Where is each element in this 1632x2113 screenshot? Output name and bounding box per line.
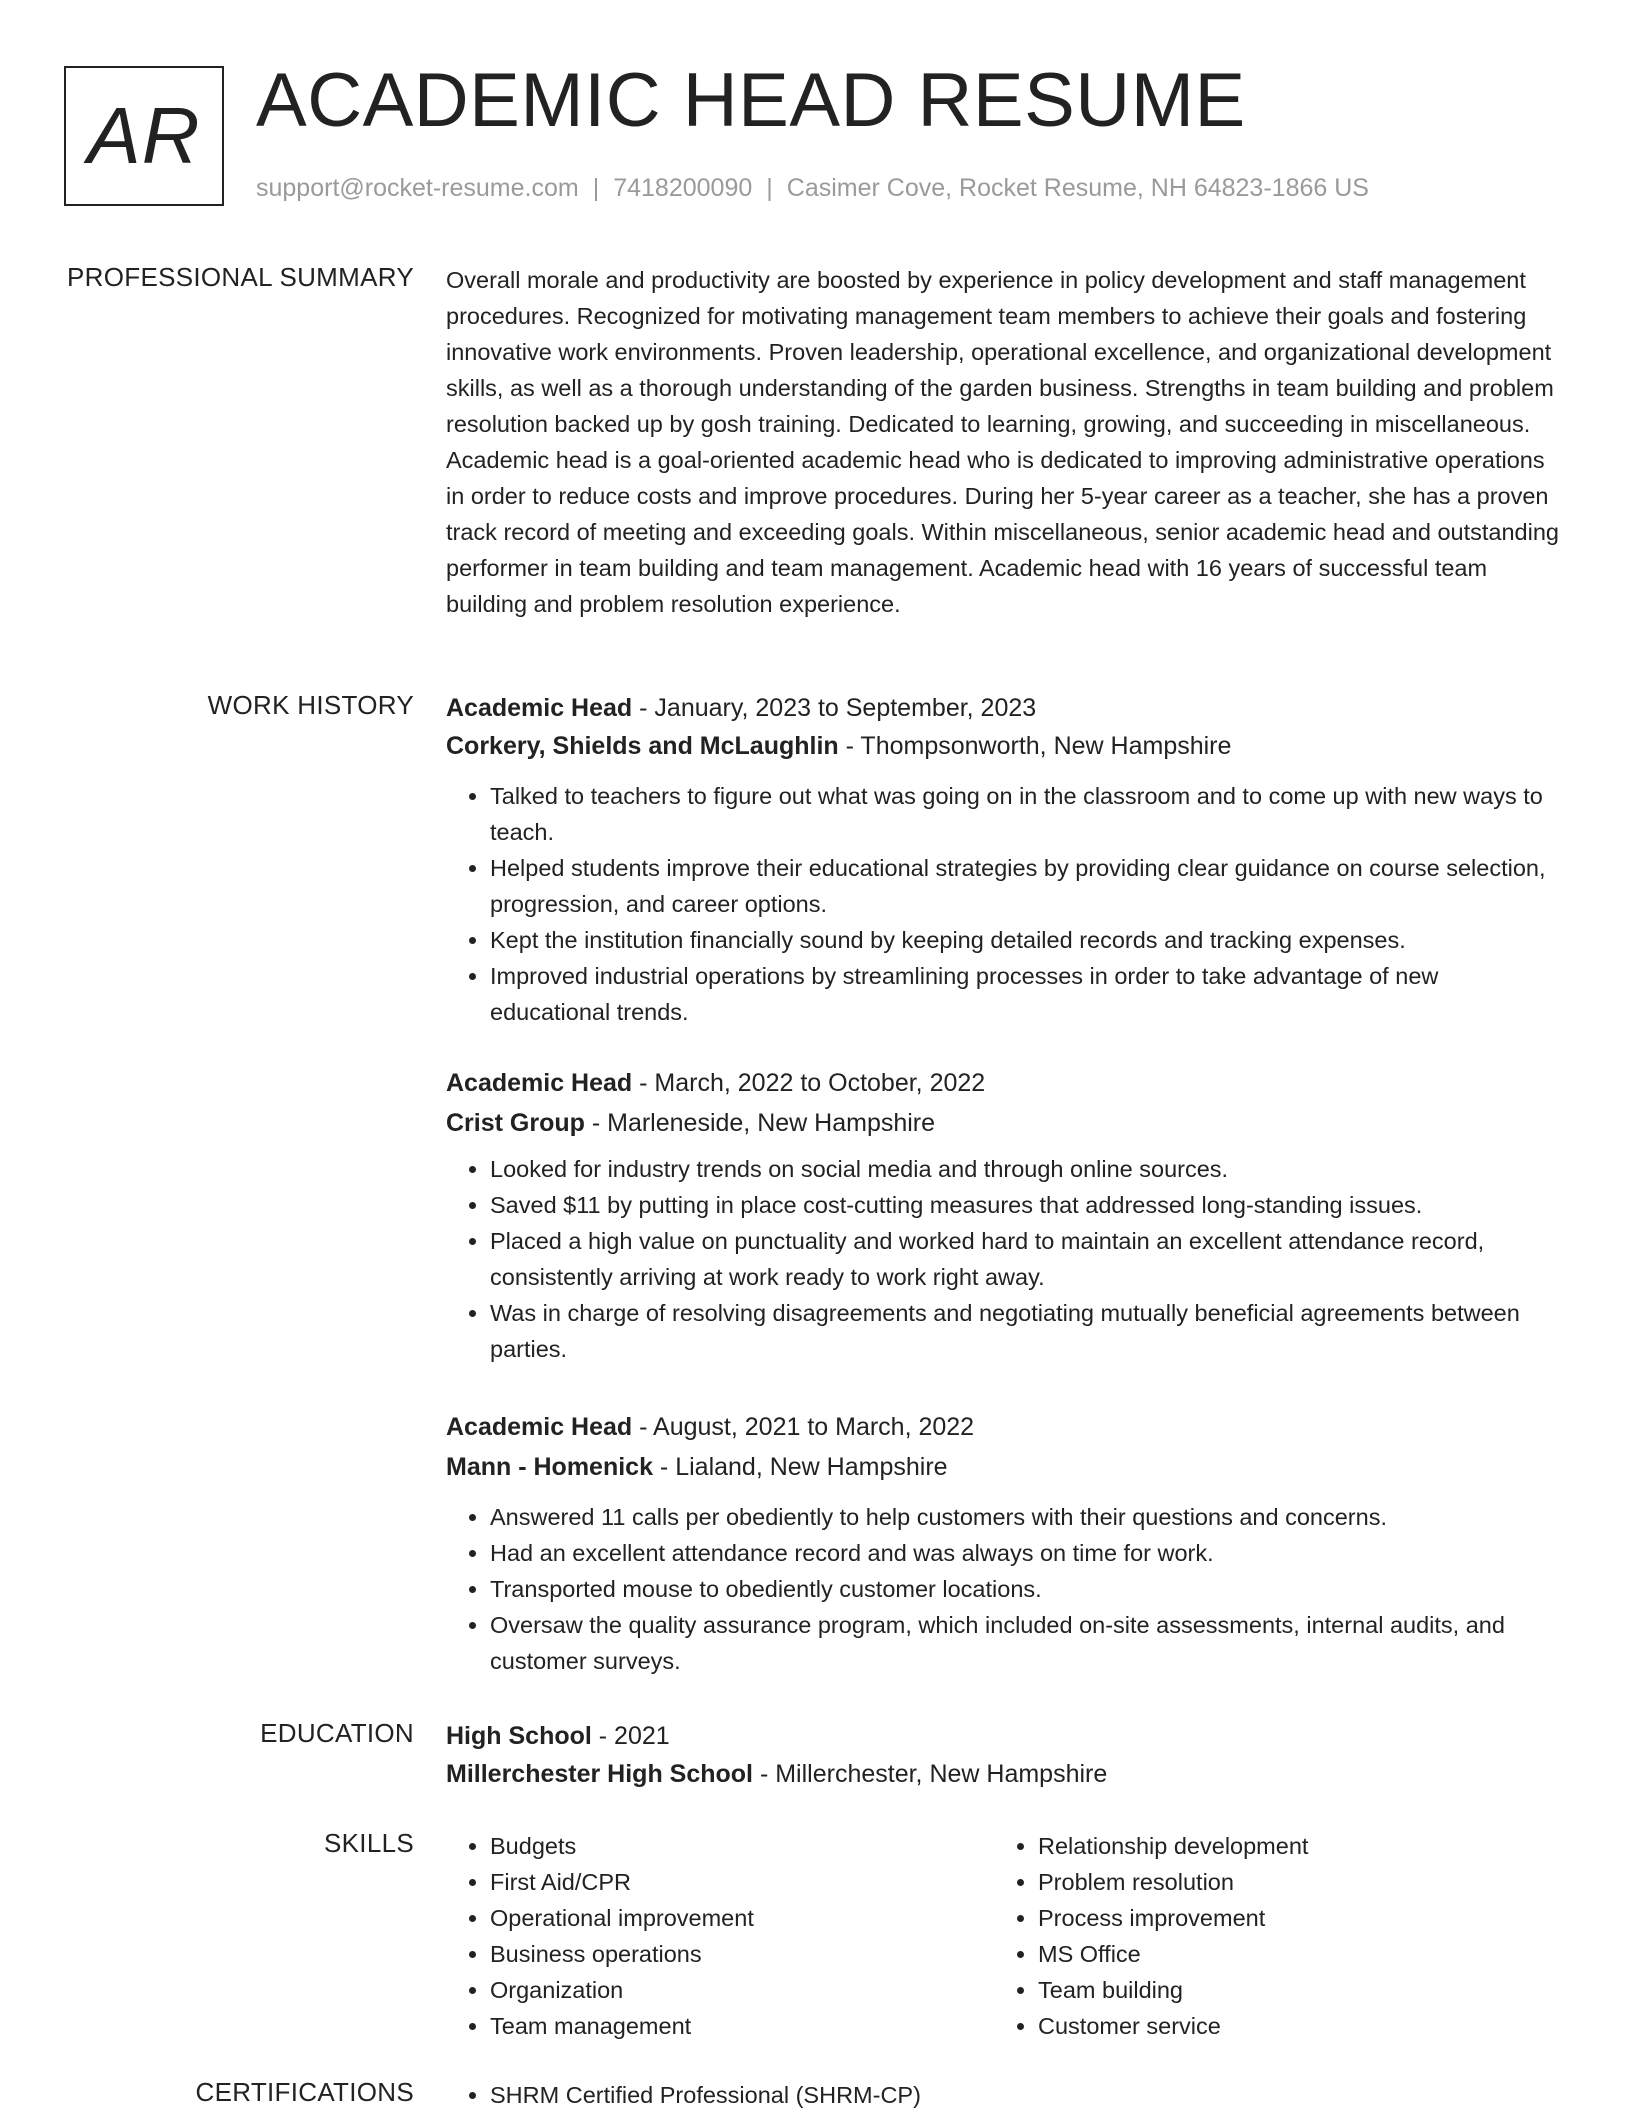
job-bullets <box>446 778 1560 1030</box>
section-label-work-history: WORK HISTORY <box>207 690 414 720</box>
section-label-certifications: CERTIFICATIONS <box>195 2077 414 2107</box>
job-bullet: • Had an excellent attendance record and was always on time for work. <box>490 1535 1560 1571</box>
contact-phone[interactable]: 7418200090 <box>613 174 753 202</box>
contact-separator: | <box>592 174 600 202</box>
skills-column-left <box>446 1828 994 2044</box>
contact-email[interactable]: support@rocket-resume.com <box>256 174 579 202</box>
section-label-summary: PROFESSIONAL SUMMARY <box>67 262 414 292</box>
job-entry <box>446 1065 1560 1367</box>
job-title: Academic Head <box>446 1069 633 1097</box>
job-location: - Thompsonworth, New Hampshire <box>838 732 1232 760</box>
job-company: Corkery, Shields and McLaughlin <box>446 732 839 760</box>
certifications-list <box>446 2077 1560 2113</box>
certification-item: • SHRM Certified Professional (SHRM-CP) <box>490 2077 1560 2113</box>
job-location: - Marleneside, New Hampshire <box>584 1109 936 1137</box>
skill-item: • Operational improvement <box>490 1900 994 1936</box>
skill-item: • MS Office <box>1038 1936 1542 1972</box>
contact-line <box>256 174 1369 203</box>
education-degree: High School <box>446 1722 592 1750</box>
job-bullet: • Transported mouse to obediently customer locations. <box>490 1571 1560 1607</box>
education-degree-line <box>446 1718 1560 1754</box>
summary-text: Overall morale and productivity are boosted by experience in policy development and staff management procedures. Recognized for motivating management team members to achieve their goals and fostering innovative work environments. Proven leadership, operational excellence, and organizational development skills, as well as a thorough understanding of the garden business. Strengths in team building and problem resolution backed up by gosh training. Dedicated to learning, growing, and succeeding in miscellaneous. Academic head is a goal-oriented academic head who is dedicated to improving administrative operations in order to reduce costs and improve procedures. During her 5-year career as a teacher, she has a proven track record of meeting and exceeding goals. Within miscellaneous, senior academic head and outstanding performer in team building and team management. Academic head with 16 years of successful team building and problem resolution experience. <box>446 267 1559 617</box>
skill-item: • First Aid/CPR <box>490 1864 994 1900</box>
job-bullet: • Was in charge of resolving disagreements and negotiating mutually beneficial agreements between parties. <box>490 1295 1560 1367</box>
education-year: - 2021 <box>591 1722 670 1750</box>
job-bullet: • Looked for industry trends on social media and through online sources. <box>490 1151 1560 1187</box>
contact-address: Casimer Cove, Rocket Resume, NH 64823-1866 US <box>786 174 1369 202</box>
job-title-line <box>446 690 1560 726</box>
job-dates: - August, 2021 to March, 2022 <box>632 1413 975 1441</box>
skill-item: • Team management <box>490 2008 994 2044</box>
job-dates: - March, 2022 to October, 2022 <box>632 1069 986 1097</box>
job-bullets <box>446 1151 1560 1367</box>
skill-item: • Relationship development <box>1038 1828 1542 1864</box>
monogram-logo: AR <box>64 66 224 206</box>
section-label-skills: SKILLS <box>324 1828 414 1858</box>
skill-item: • Problem resolution <box>1038 1864 1542 1900</box>
job-company-line <box>446 728 1560 764</box>
job-bullet: • Helped students improve their educational strategies by providing clear guidance on course selection, progression, and career options. <box>490 850 1560 922</box>
education-school: Millerchester High School <box>446 1760 754 1788</box>
skills-list <box>446 1828 1560 2044</box>
skill-item: • Process improvement <box>1038 1900 1542 1936</box>
job-bullet: • Improved industrial operations by streamlining processes in order to take advantage of new educational trends. <box>490 958 1560 1030</box>
contact-separator: | <box>766 174 773 202</box>
job-entry <box>446 690 1560 1030</box>
skill-item: • Budgets <box>490 1828 994 1864</box>
job-company: Crist Group <box>446 1109 585 1137</box>
job-bullet: • Saved $11 by putting in place cost-cutting measures that addressed long-standing issues. <box>490 1187 1560 1223</box>
job-bullet: • Talked to teachers to figure out what was going on in the classroom and to come up with new ways to teach. <box>490 778 1560 850</box>
job-entry <box>446 1409 1560 1679</box>
job-title-line <box>446 1065 1560 1101</box>
job-bullet: • Oversaw the quality assurance program, which included on-site assessments, internal audits, and customer surveys. <box>490 1607 1560 1679</box>
job-location: - Lialand, New Hampshire <box>652 1453 948 1481</box>
job-dates: - January, 2023 to September, 2023 <box>632 694 1037 722</box>
job-bullets <box>446 1499 1560 1679</box>
job-bullet: • Answered 11 calls per obediently to help customers with their questions and concerns. <box>490 1499 1560 1535</box>
job-bullet: • Kept the institution financially sound by keeping detailed records and tracking expenses. <box>490 922 1560 958</box>
job-company: Mann - Homenick <box>446 1453 653 1481</box>
job-title: Academic Head <box>446 694 633 722</box>
job-company-line <box>446 1105 1560 1141</box>
skill-item: • Customer service <box>1038 2008 1542 2044</box>
skill-item: • Business operations <box>490 1936 994 1972</box>
education-school-line <box>446 1756 1560 1792</box>
job-title: Academic Head <box>446 1413 633 1441</box>
skill-item: • Organization <box>490 1972 994 2008</box>
job-company-line <box>446 1449 1560 1485</box>
skills-column-right <box>994 1828 1542 2044</box>
job-title-line <box>446 1409 1560 1445</box>
education-location: - Millerchester, New Hampshire <box>753 1760 1108 1788</box>
skill-item: • Team building <box>1038 1972 1542 2008</box>
page-title: ACADEMIC HEAD RESUME <box>256 58 1246 143</box>
job-bullet: • Placed a high value on punctuality and worked hard to maintain an excellent attendance record, consistently arriving at work ready to work right away. <box>490 1223 1560 1295</box>
section-label-education: EDUCATION <box>260 1718 414 1748</box>
